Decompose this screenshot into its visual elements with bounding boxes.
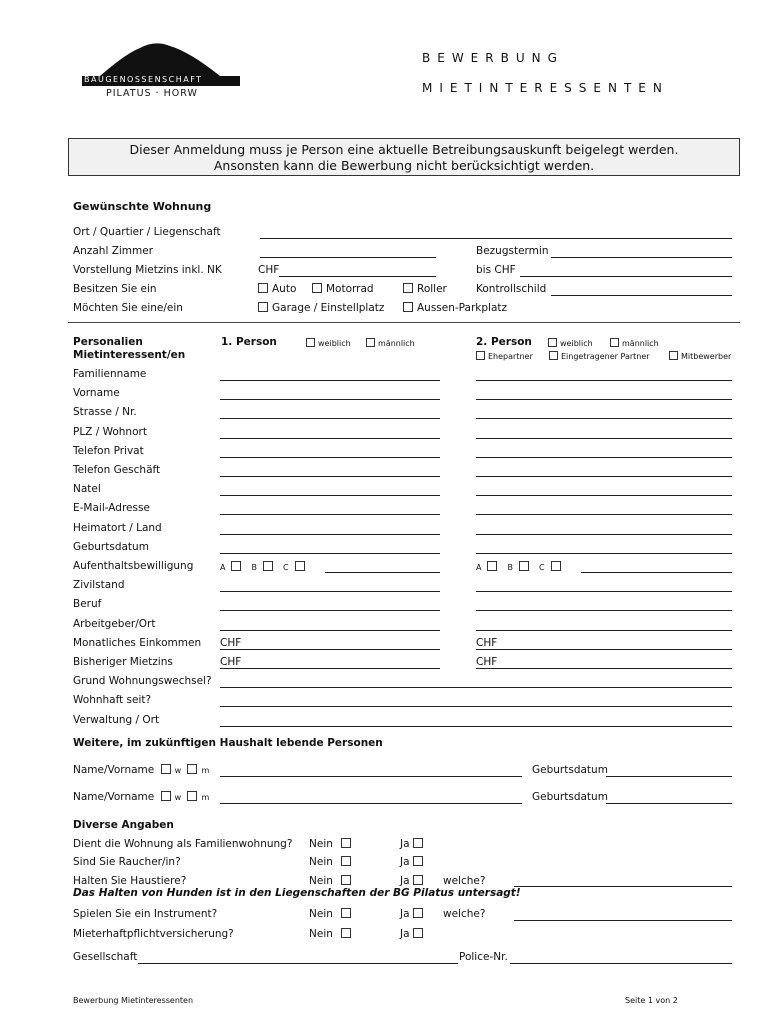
q3-welche-label: welche? [443,875,486,887]
input-line-person1[interactable] [220,630,440,631]
q3-nein-checkbox[interactable] [341,875,351,885]
field-label: Verwaltung / Ort [73,714,160,726]
input-line-person2[interactable] [476,514,732,515]
mietzins-label: Vorstellung Mietzins inkl. NK [73,264,222,276]
roller-label: Roller [417,283,447,295]
input-line-person2[interactable] [476,457,732,458]
diverse-heading: Diverse Angaben [73,819,174,831]
input-line-person1[interactable] [220,438,440,439]
q2-label: Sind Sie Raucher/in? [73,856,181,868]
q4-nein-checkbox[interactable] [341,908,351,918]
input-line-person1[interactable] [220,495,440,496]
mitbewerber-checkbox[interactable] [669,351,678,360]
logo-text-bottom: PILATUS · HORW [106,88,198,99]
permit-label: B [507,563,513,572]
motorrad-checkbox[interactable] [312,283,322,293]
input-line-person2[interactable] [476,495,732,496]
q5-label: Mieterhaftpflichtversicherung? [73,928,234,940]
nein-label: Nein [309,908,333,920]
input-line-person2[interactable] [476,591,732,592]
bezugstermin-field[interactable] [551,257,732,258]
aussen-checkbox[interactable] [403,302,413,312]
field-label: Telefon Privat [73,445,144,457]
permit-label: C [282,563,289,572]
permit-checkbox[interactable] [551,561,561,571]
w-label: w [174,793,182,802]
eingetragener-label: Eingetragener Partner [561,352,650,361]
ja-label: Ja [400,928,410,940]
garage-checkbox[interactable] [258,302,268,312]
input-line-person1[interactable] [220,514,440,515]
input-line-person1[interactable] [220,457,440,458]
permit-field-person2[interactable] [581,572,732,573]
bis-chf-field[interactable] [520,276,732,277]
haushalt-row-1 [73,764,209,776]
ort-field[interactable] [260,238,732,239]
footer-left: Bewerbung Mietinteressenten [73,996,194,1005]
person1-maennlich[interactable] [366,338,415,348]
notice-line2: Ansonsten kann die Bewerbung nicht berücksichtigt werden. [213,158,595,173]
person2-maennlich-checkbox[interactable] [610,338,619,347]
q1-nein[interactable] [309,838,355,850]
ehepartner-checkbox[interactable] [476,351,485,360]
zimmer-label: Anzahl Zimmer [73,245,154,257]
logo-text-top: BAUGENOSSENSCHAFT [84,75,203,84]
q4-nein[interactable] [309,908,355,920]
wohnung-heading: Gewünschte Wohnung [73,200,212,213]
q3-welche-field[interactable] [514,886,732,887]
q3-label: Halten Sie Haustiere? [73,875,187,887]
field-label: Grund Wohnungswechsel? [73,675,212,687]
permit-checkbox[interactable] [519,561,529,571]
haushalt-geburtsdatum-label-1: Geburtsdatum [532,764,608,776]
q1-ja[interactable] [400,838,427,850]
bis-chf-label: bis CHF [476,264,516,276]
besitzen-label: Besitzen Sie ein [73,283,157,295]
moechten-label: Möchten Sie eine/ein [73,302,183,314]
permit-options-person2 [476,561,571,572]
maennlich-label: männlich [378,339,415,348]
auto-checkbox[interactable] [258,283,268,293]
q5-nein[interactable] [309,928,355,940]
haushalt-heading: Weitere, im zukünftigen Haushalt lebende Personen [73,737,383,749]
input-line-person2[interactable] [476,553,732,554]
nein-label: Nein [309,856,333,868]
field-label: Beruf [73,598,102,610]
permit-label: A [476,563,482,572]
permit-options-person1 [220,561,315,572]
q2-nein[interactable] [309,856,355,868]
auto-option[interactable] [258,283,296,295]
section-divider [68,322,740,323]
haushalt-m-checkbox[interactable] [187,791,197,801]
police-field[interactable] [510,963,732,964]
input-line-person1[interactable] [220,649,440,650]
input-line-person1[interactable] [220,418,440,419]
permit-checkbox[interactable] [231,561,241,571]
q1-nein-checkbox[interactable] [341,838,351,848]
personalien-heading: Personalien [73,336,143,348]
w-label: w [174,766,182,775]
permit-checkbox[interactable] [295,561,305,571]
page-title: BEWERBUNG [422,51,564,65]
input-line-person2[interactable] [476,630,732,631]
mietzins-chf: CHF [258,264,280,276]
input-line-person2[interactable] [476,380,732,381]
haushalt-m-checkbox[interactable] [187,764,197,774]
haushalt-name-label: Name/Vorname [73,791,155,803]
m-label: m [201,793,210,802]
input-line-person1[interactable] [220,668,440,669]
motorrad-label: Motorrad [326,283,374,295]
m-label: m [201,766,210,775]
ja-label: Ja [400,875,410,887]
mietzins-field[interactable] [279,276,436,277]
weiblich-label: weiblich [318,339,351,348]
field-label: Monatliches Einkommen [73,637,202,649]
input-line-person1[interactable] [220,687,732,688]
personalien-subheading: Mietinteressent/en [73,349,186,361]
q3-ja[interactable] [400,875,427,887]
input-line-person2[interactable] [476,438,732,439]
ehepartner-label: Ehepartner [488,352,533,361]
kontrollschild-label: Kontrollschild [476,283,547,295]
chf-prefix: CHF [220,656,242,668]
permit-label: A [220,563,226,572]
permit-label: B [251,563,257,572]
input-line-person1[interactable] [220,706,732,707]
field-label: Zivilstand [73,579,125,591]
input-line-person2[interactable] [476,476,732,477]
field-label: PLZ / Wohnort [73,426,147,438]
aussen-option[interactable] [403,302,507,314]
haushalt-name-field-2[interactable] [220,803,522,804]
chf-prefix: CHF [476,656,498,668]
garage-label: Garage / Einstellplatz [272,302,385,314]
permit-checkbox[interactable] [487,561,497,571]
haushalt-geburtsdatum-field-2[interactable] [606,803,732,804]
q5-nein-checkbox[interactable] [341,928,351,938]
ort-label: Ort / Quartier / Liegenschaft [73,226,221,238]
q2-ja-checkbox[interactable] [413,856,423,866]
field-label: Telefon Geschäft [73,464,161,476]
garage-option[interactable] [258,302,384,314]
haushalt-row-2 [73,791,209,803]
chf-prefix: CHF [476,637,498,649]
field-label: Heimatort / Land [73,522,162,534]
permit-field-person1[interactable] [325,572,440,573]
input-line-person1[interactable] [220,399,440,400]
field-label: Natel [73,483,101,495]
input-line-person1[interactable] [220,534,440,535]
mitbewerber-label: Mitbewerber [681,352,732,361]
q1-label: Dient die Wohnung als Familienwohnung? [73,838,293,850]
notice-box [68,138,740,176]
q4-welche-field[interactable] [514,920,732,921]
input-line-person2[interactable] [476,668,732,669]
nein-label: Nein [309,928,333,940]
person1-heading: 1. Person [221,336,277,348]
q5-ja[interactable] [400,928,427,940]
page-subtitle: MIETINTERESSENTEN [422,81,669,95]
ja-label: Ja [400,908,410,920]
input-line-person2[interactable] [476,649,732,650]
haushalt-name-field-1[interactable] [220,776,522,777]
q1-ja-checkbox[interactable] [413,838,423,848]
field-label: Aufenthaltsbewilligung [73,560,194,572]
kontrollschild-field[interactable] [551,295,732,296]
input-line-person1[interactable] [220,476,440,477]
gesellschaft-field[interactable] [138,963,458,964]
field-label: Geburtsdatum [73,541,149,553]
hunde-warning: Das Halten von Hunden ist in den Liegenschaften der BG Pilatus untersagt! [73,887,521,899]
auto-label: Auto [272,283,297,295]
person1-weiblich[interactable] [306,338,351,348]
ehepartner-option[interactable] [476,351,533,361]
roller-option[interactable] [403,283,447,295]
permit-label: C [538,563,545,572]
input-line-person1[interactable] [220,380,440,381]
q3-nein[interactable] [309,875,355,887]
chf-prefix: CHF [220,637,242,649]
motorrad-option[interactable] [312,283,374,295]
maennlich-label: männlich [622,339,659,348]
notice-line1: Dieser Anmeldung muss je Person eine aktuelle Betreibungsauskunft beigelegt werden. [129,142,679,157]
field-label: Arbeitgeber/Ort [73,618,156,630]
field-label: Bisheriger Mietzins [73,656,173,668]
field-label: Strasse / Nr. [73,406,137,418]
mitbewerber-option[interactable] [669,351,731,361]
field-label: E-Mail-Adresse [73,502,150,514]
person1-maennlich-checkbox[interactable] [366,338,375,347]
haushalt-w-checkbox[interactable] [161,764,171,774]
q4-label: Spielen Sie ein Instrument? [73,908,218,920]
gesellschaft-label: Gesellschaft [73,951,138,963]
input-line-person2[interactable] [476,399,732,400]
field-label: Wohnhaft seit? [73,694,152,706]
field-label: Vorname [73,387,120,399]
q4-ja[interactable] [400,908,427,920]
q2-nein-checkbox[interactable] [341,856,351,866]
person2-weiblich-checkbox[interactable] [548,338,557,347]
input-line-person2[interactable] [476,418,732,419]
weiblich-label: weiblich [560,339,593,348]
haushalt-geburtsdatum-label-2: Geburtsdatum [532,791,608,803]
person2-heading: 2. Person [476,336,532,348]
q4-welche-label: welche? [443,908,486,920]
q3-ja-checkbox[interactable] [413,875,423,885]
person1-weiblich-checkbox[interactable] [306,338,315,347]
haushalt-name-label: Name/Vorname [73,764,155,776]
q2-ja[interactable] [400,856,427,868]
aussen-label: Aussen-Parkplatz [417,302,508,314]
bezugstermin-label: Bezugstermin [476,245,549,257]
footer-page: Seite 1 von 2 [625,996,678,1005]
roller-checkbox[interactable] [403,283,413,293]
q5-ja-checkbox[interactable] [413,928,423,938]
input-line-person1[interactable] [220,553,440,554]
input-line-person2[interactable] [476,534,732,535]
eingetragener-option[interactable] [549,351,650,361]
field-label: Familienname [73,368,147,380]
nein-label: Nein [309,838,333,850]
eingetragener-checkbox[interactable] [549,351,558,360]
q4-ja-checkbox[interactable] [413,908,423,918]
haushalt-geburtsdatum-field-1[interactable] [606,776,732,777]
person2-maennlich[interactable] [610,338,659,348]
ja-label: Ja [400,856,410,868]
police-label: Police-Nr. [459,951,508,963]
input-line-person1[interactable] [220,610,440,611]
input-line-person1[interactable] [220,591,440,592]
input-line-person1[interactable] [220,726,732,727]
nein-label: Nein [309,875,333,887]
haushalt-w-checkbox[interactable] [161,791,171,801]
permit-checkbox[interactable] [263,561,273,571]
input-line-person2[interactable] [476,610,732,611]
person2-weiblich[interactable] [548,338,593,348]
ja-label: Ja [400,838,410,850]
zimmer-field[interactable] [260,257,436,258]
